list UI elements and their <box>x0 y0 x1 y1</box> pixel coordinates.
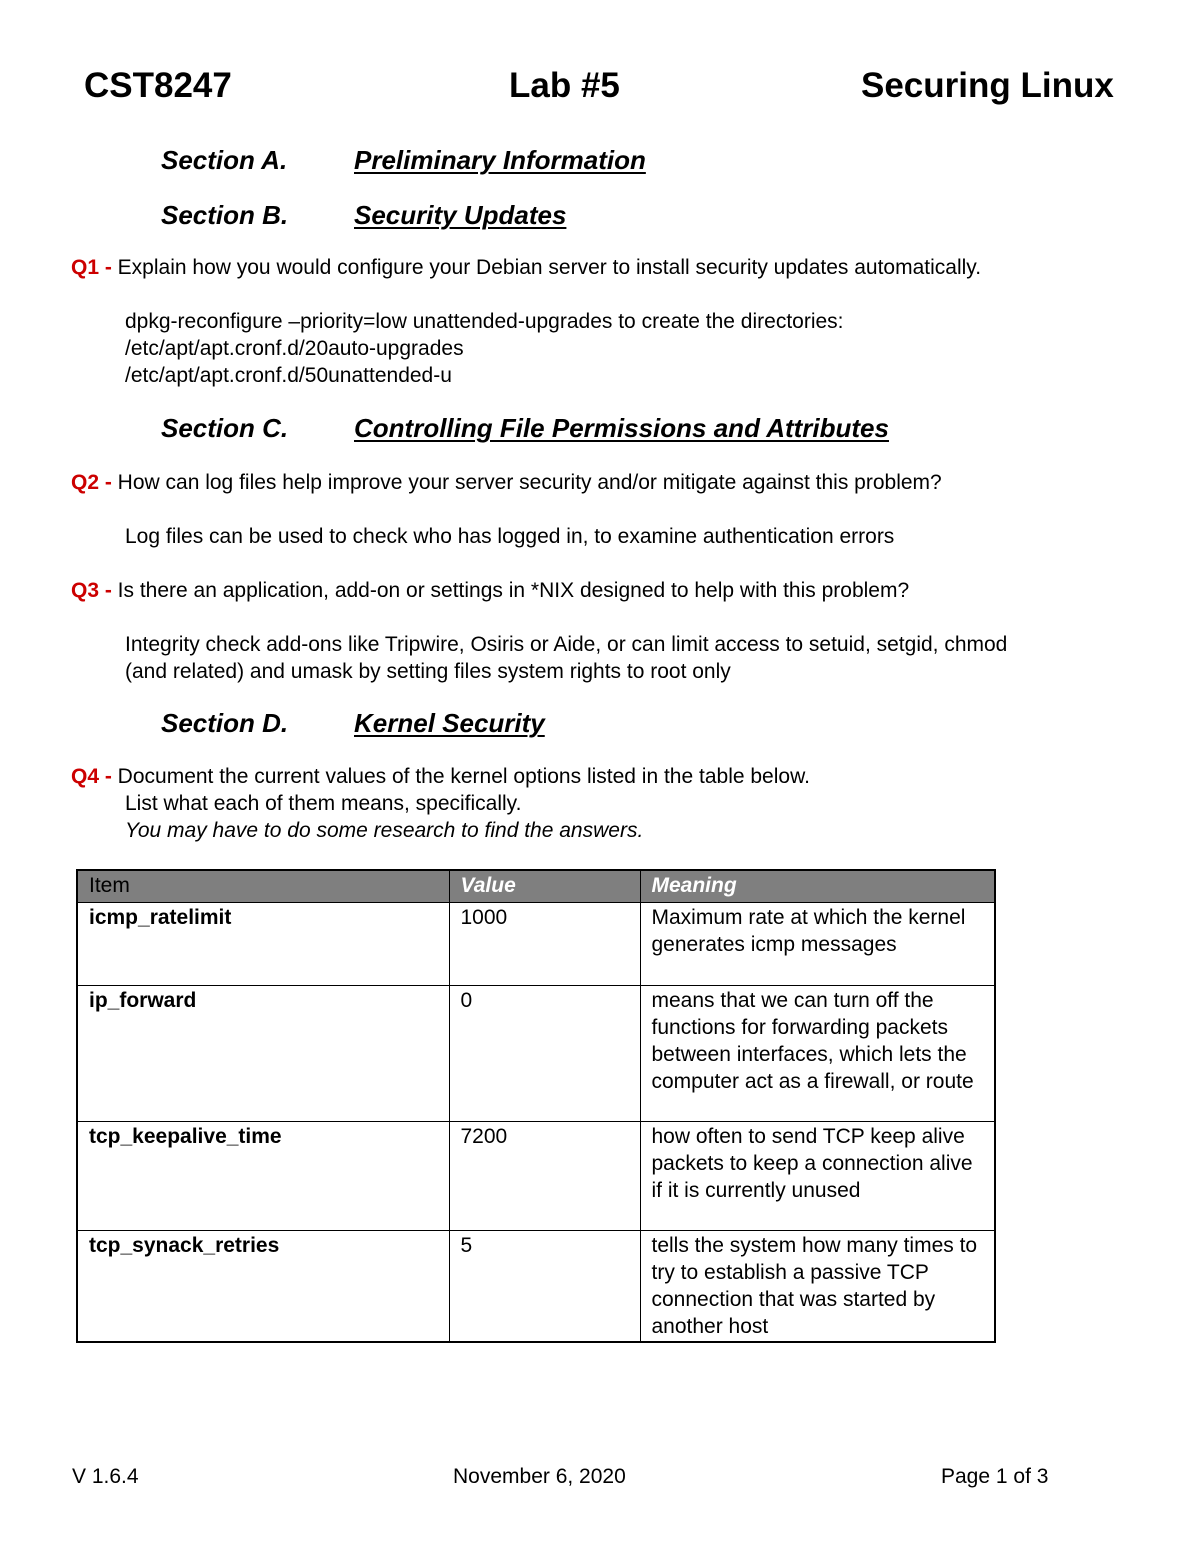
question-1 <box>71 254 981 281</box>
question-4-instructions <box>125 790 643 844</box>
cell-item: ip_forward <box>77 986 449 1122</box>
footer-version: V 1.6.4 <box>72 1465 139 1488</box>
answer-1 <box>125 308 844 389</box>
question-4-line-2: List what each of them means, specifically. <box>125 792 522 815</box>
course-code: CST8247 <box>84 66 232 105</box>
footer-date: November 6, 2020 <box>453 1465 626 1488</box>
section-b-title: Security Updates <box>354 200 567 230</box>
cell-item: tcp_keepalive_time <box>77 1122 449 1231</box>
question-3-text: Is there an application, add-on or settings in *NIX designed to help with this problem? <box>111 579 910 602</box>
question-1-text: Explain how you would configure your Debian server to install security updates automatically. <box>111 256 982 279</box>
question-4-line-3: You may have to do some research to find the answers. <box>125 819 644 842</box>
column-header-value: Value <box>449 870 640 903</box>
table-row <box>77 1231 995 1343</box>
question-1-number: Q1 - <box>71 256 112 279</box>
table-header-row <box>77 870 995 903</box>
section-c-label: Section C. <box>161 413 289 443</box>
answer-1-line: /etc/apt/apt.cronf.d/20auto-upgrades <box>125 337 464 360</box>
question-3 <box>71 577 909 604</box>
question-4-text: Document the current values of the kernel options listed in the table below. <box>111 765 810 788</box>
cell-item: tcp_synack_retries <box>77 1231 449 1343</box>
question-2-text: How can log files help improve your server security and/or mitigate against this problem? <box>111 471 942 494</box>
section-b-label: Section B. <box>161 200 289 230</box>
question-4-number: Q4 - <box>71 765 112 788</box>
question-2 <box>71 469 942 496</box>
cell-meaning: how often to send TCP keep alive packets to keep a connection alive if it is currently unused <box>640 1122 995 1231</box>
section-d-title: Kernel Security <box>354 708 545 738</box>
question-2-number: Q2 - <box>71 471 112 494</box>
question-3-number: Q3 - <box>71 579 112 602</box>
answer-1-line: dpkg-reconfigure –priority=low unattended-upgrades to create the directories: <box>125 310 844 333</box>
cell-meaning: means that we can turn off the functions for forwarding packets between interfaces, which lets the computer act as a firewall, or route <box>640 986 995 1122</box>
cell-meaning: Maximum rate at which the kernel generates icmp messages <box>640 903 995 986</box>
question-4 <box>71 763 810 790</box>
column-header-item: Item <box>77 870 449 903</box>
lab-number: Lab #5 <box>509 66 620 105</box>
cell-value: 5 <box>449 1231 640 1343</box>
section-c-title: Controlling File Permissions and Attributes <box>354 413 889 443</box>
section-b-heading <box>161 199 567 231</box>
cell-meaning: tells the system how many times to try to establish a passive TCP connection that was started by another host <box>640 1231 995 1343</box>
section-a-heading <box>161 144 646 176</box>
section-d-label: Section D. <box>161 708 289 738</box>
cell-value: 7200 <box>449 1122 640 1231</box>
answer-1-line: /etc/apt/apt.cronf.d/50unattended-u <box>125 364 452 387</box>
answer-3 <box>125 631 1007 685</box>
cell-value: 0 <box>449 986 640 1122</box>
document-title: Securing Linux <box>861 66 1114 105</box>
section-c-heading <box>161 412 889 444</box>
cell-item: icmp_ratelimit <box>77 903 449 986</box>
section-d-heading <box>161 707 545 739</box>
section-a-title: Preliminary Information <box>354 145 646 175</box>
footer-page-number: Page 1 of 3 <box>941 1465 1049 1488</box>
kernel-options-table <box>76 869 996 1343</box>
answer-3-line: Integrity check add-ons like Tripwire, Osiris or Aide, or can limit access to setuid, setgid, chmod <box>125 633 1008 656</box>
answer-3-line: (and related) and umask by setting files system rights to root only <box>125 660 731 683</box>
table-row <box>77 1122 995 1231</box>
answer-2 <box>125 523 894 550</box>
cell-value: 1000 <box>449 903 640 986</box>
section-a-label: Section A. <box>161 145 288 175</box>
column-header-meaning: Meaning <box>640 870 995 903</box>
table-row <box>77 903 995 986</box>
table-row <box>77 986 995 1122</box>
answer-2-line: Log files can be used to check who has logged in, to examine authentication errors <box>125 525 895 548</box>
